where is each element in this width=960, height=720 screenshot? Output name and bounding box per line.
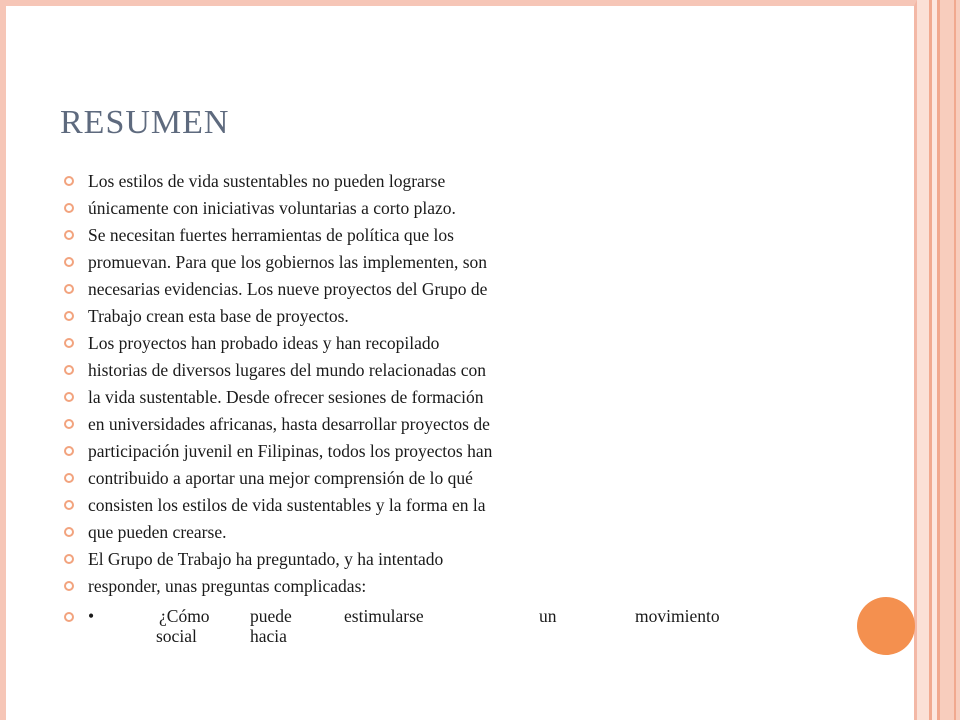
bullet-item — [64, 224, 754, 251]
bullet-marker-icon — [64, 365, 74, 375]
bullet-item — [64, 305, 754, 332]
bullet-text: contribuido a aportar una mejor comprensión de lo qué — [88, 468, 473, 488]
accent-circle — [857, 597, 915, 655]
slide-title: RESUMEN — [60, 104, 230, 141]
bullet-item — [64, 413, 754, 440]
bullet-marker-icon — [64, 527, 74, 537]
bullet-marker-icon — [64, 230, 74, 240]
bullet-marker-icon — [64, 419, 74, 429]
justified-word: un — [539, 606, 557, 626]
bullet-text: participación juvenil en Filipinas, todos los proyectos han — [88, 441, 493, 461]
bullet-item — [64, 359, 754, 386]
bullet-text: Se necesitan fuertes herramientas de política que los — [88, 225, 454, 245]
bullet-text: Los proyectos han probado ideas y han recopilado — [88, 333, 440, 353]
bullet-marker-icon — [64, 581, 74, 591]
bullet-text: necesarias evidencias. Los nueve proyectos del Grupo de — [88, 279, 488, 299]
bullet-item — [64, 278, 754, 305]
justified-word: social — [156, 626, 197, 646]
bullet-item — [64, 197, 754, 224]
bullet-item — [64, 170, 754, 197]
bullet-item — [64, 251, 754, 278]
bullet-item — [64, 521, 754, 548]
bullet-text: consisten los estilos de vida sustentables y la forma en la — [88, 495, 486, 515]
bullet-item — [64, 467, 754, 494]
bullet-item — [64, 494, 754, 521]
bullet-list — [64, 170, 754, 602]
bullet-item — [64, 575, 754, 602]
bullet-text: que pueden crearse. — [88, 522, 227, 542]
bullet-item — [64, 386, 754, 413]
justified-word: hacia — [250, 626, 287, 646]
bullet-item — [64, 548, 754, 575]
bullet-marker-icon — [64, 338, 74, 348]
bullet-text: responder, unas preguntas complicadas: — [88, 576, 367, 596]
bullet-text: Los estilos de vida sustentables no pueden lograrse — [88, 171, 446, 191]
bullet-text: la vida sustentable. Desde ofrecer sesiones de formación — [88, 387, 484, 407]
justified-word: puede — [250, 606, 292, 626]
justified-word: movimiento — [635, 606, 720, 626]
bullet-item-justified — [64, 606, 754, 646]
decorative-stripe — [940, 0, 960, 720]
bullet-text: únicamente con iniciativas voluntarias a corto plazo. — [88, 198, 456, 218]
bullet-item — [64, 332, 754, 359]
bullet-text: historias de diversos lugares del mundo relacionadas con — [88, 360, 487, 380]
bullet-item — [64, 440, 754, 467]
bullet-marker-icon — [64, 446, 74, 456]
bullet-marker-icon — [64, 311, 74, 321]
bullet-text: promuevan. Para que los gobiernos las implementen, son — [88, 252, 488, 272]
bullet-text: en universidades africanas, hasta desarrollar proyectos de — [88, 414, 490, 434]
bullet-marker-icon — [64, 257, 74, 267]
bullet-marker-icon — [64, 392, 74, 402]
decorative-stripe — [917, 0, 929, 720]
bullet-marker-icon — [64, 176, 74, 186]
decorative-stripe — [954, 0, 956, 720]
bullet-marker-icon — [64, 612, 74, 622]
inline-bullet-dot: • — [88, 606, 95, 626]
bullet-marker-icon — [64, 473, 74, 483]
bullet-marker-icon — [64, 203, 74, 213]
bullet-text: Trabajo crean esta base de proyectos. — [88, 306, 349, 326]
bullet-marker-icon — [64, 284, 74, 294]
justified-word: ¿Cómo — [159, 606, 210, 626]
bullet-text: El Grupo de Trabajo ha preguntado, y ha intentado — [88, 549, 444, 569]
justified-word: estimularse — [344, 606, 424, 626]
bullet-marker-icon — [64, 500, 74, 510]
bullet-marker-icon — [64, 554, 74, 564]
